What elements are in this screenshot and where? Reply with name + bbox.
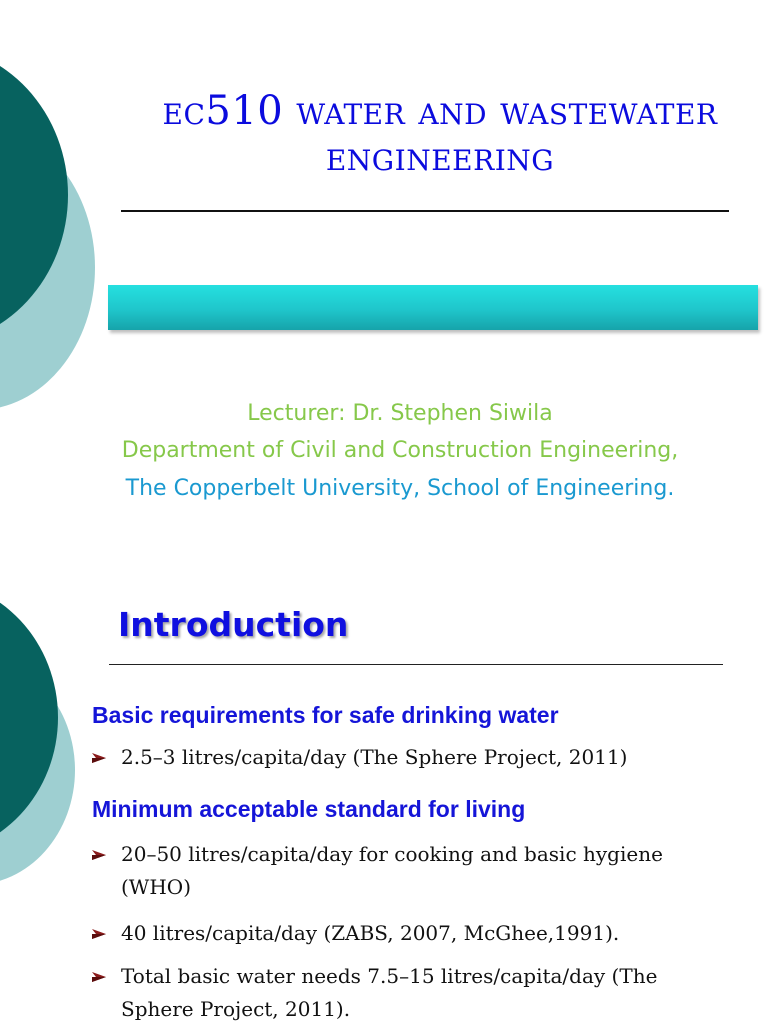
lecturer-name: Lecturer: Dr. Stephen Siwila [247,401,553,426]
arrow-bullet-icon [90,968,108,986]
list-item [90,838,730,904]
list-item [90,917,730,950]
list-item-text: 20–50 litres/capita/day for cooking and basic hygiene (WHO) [121,842,663,899]
arrow-bullet-icon [90,846,108,864]
department-name: Department of Civil and Construction Engineering, [121,438,679,463]
arrow-bullet-icon [90,925,108,943]
list-item-text: 40 litres/capita/day (ZABS, 2007, McGhee,1991). [121,921,620,945]
heading-basic-requirements: Basic requirements for safe drinking water [92,702,559,728]
heading-minimum-standard: Minimum acceptable standard for living [92,796,526,822]
list-item [90,741,730,774]
title-divider [121,210,729,212]
arrow-bullet-icon [90,749,108,767]
teal-accent-bar [108,285,758,330]
university-name: The Copperbelt University, School of Engineering. [125,476,675,501]
introduction-slide [0,560,768,1024]
section-title: Introduction [118,605,349,644]
slide-title: ec510 water and wastewater engineering [162,88,718,180]
list-item-text: 2.5–3 litres/capita/day (The Sphere Project, 2011) [121,745,628,769]
list-item-text: Total basic water needs 7.5–15 litres/capita/day (The Sphere Project, 2011). [121,964,658,1021]
title-divider [109,664,723,665]
list-item [90,960,730,1024]
